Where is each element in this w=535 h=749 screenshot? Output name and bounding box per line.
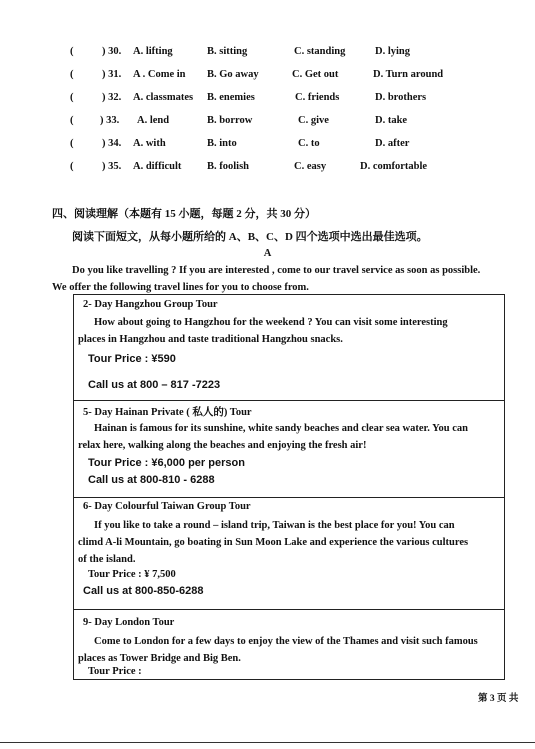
- tour-title: 2- Day Hangzhou Group Tour: [83, 299, 218, 310]
- option-a: A . Come in: [133, 69, 186, 80]
- tour-description-line: How about going to Hangzhou for the weekend ? You can visit some interesting: [94, 317, 448, 328]
- tour-description-line: relax here, walking along the beaches and enjoying the fresh air!: [78, 440, 367, 451]
- tour-description: [78, 517, 500, 568]
- question-number: ) 32.: [102, 92, 122, 103]
- option-a: A. classmates: [133, 92, 194, 103]
- tour-description-line: places in Hangzhou and taste traditional Hangzhou snacks.: [78, 334, 343, 345]
- section-instruction: 阅读下面短文，从每小题所给的 A、B、C、D 四个选项中选出最佳选项。: [72, 231, 428, 243]
- tour-description-line: places as Tower Bridge and Big Ben.: [78, 653, 241, 664]
- page-footer: 第 3 页 共: [478, 694, 519, 704]
- option-a: A. with: [133, 138, 166, 149]
- tour-price: Tour Price : ¥590: [88, 353, 176, 365]
- tour-title-part: ) Tour: [223, 407, 252, 418]
- tour-row-taiwan: [74, 498, 504, 610]
- page-bottom-divider: [0, 742, 535, 743]
- option-d: D. comfortable: [360, 161, 428, 172]
- option-b: B. borrow: [207, 115, 253, 126]
- option-a: A. lifting: [133, 46, 173, 57]
- tour-phone: Call us at 800 – 817 -7223: [88, 379, 221, 391]
- option-b: B. Go away: [207, 69, 259, 80]
- tour-description-line: Come to London for a few days to enjoy the view of the Thames and visit such famous: [94, 636, 478, 647]
- question-number: ) 33.: [100, 115, 120, 126]
- passage-intro-line1: Do you like travelling ? If you are interested , come to our travel service as soon as possible.: [72, 265, 481, 276]
- option-c: C. Get out: [292, 69, 339, 80]
- tour-price: Tour Price :: [88, 666, 142, 677]
- option-c: C. to: [298, 138, 320, 149]
- tour-description: [78, 633, 500, 667]
- tour-row-hangzhou: [74, 295, 504, 401]
- tour-title: 9- Day London Tour: [83, 617, 175, 628]
- tour-price: Tour Price : ¥ 7,500: [88, 569, 176, 580]
- option-a: A. difficult: [133, 161, 182, 172]
- tour-price: Tour Price : ¥6,000 per person: [88, 457, 245, 469]
- tour-description-line: Hainan is famous for its sunshine, white sandy beaches and clear sea water. You can: [94, 423, 468, 434]
- option-d: D. Turn around: [373, 69, 444, 80]
- tour-title-chinese: 私人的: [192, 406, 224, 418]
- tour-description: [78, 314, 500, 348]
- option-b: B. foolish: [207, 161, 250, 172]
- option-b: B. into: [207, 138, 237, 149]
- option-c: C. easy: [294, 161, 327, 172]
- answer-paren: (: [70, 138, 74, 149]
- tour-title-part: 5- Day Hainan Private (: [83, 407, 190, 418]
- passage-intro-line2: We offer the following travel lines for you to choose from.: [52, 282, 309, 293]
- answer-paren: (: [70, 115, 74, 126]
- answer-paren: (: [70, 92, 74, 103]
- tour-table: [73, 294, 505, 680]
- tour-phone: Call us at 800-850-6288: [83, 585, 204, 597]
- option-d: D. lying: [375, 46, 411, 57]
- tour-description-line: of the island.: [78, 554, 136, 565]
- option-b: B. enemies: [207, 92, 255, 103]
- answer-paren: (: [70, 69, 74, 80]
- tour-phone: Call us at 800-810 - 6288: [88, 474, 215, 486]
- passage-label: A: [263, 248, 272, 259]
- answer-paren: (: [70, 46, 74, 57]
- question-number: ) 34.: [102, 138, 122, 149]
- tour-title: [83, 404, 252, 419]
- section-heading: 四、阅读理解（本题有 15 小题，每题 2 分，共 30 分）: [52, 208, 316, 220]
- tour-description-line: climd A-li Mountain, go boating in Sun Moon Lake and experience the various cultures: [78, 537, 469, 548]
- option-d: D. brothers: [375, 92, 427, 103]
- option-a: A. lend: [137, 115, 170, 126]
- tour-description-line: If you like to take a round – island trip, Taiwan is the best place for you! You can: [94, 520, 455, 531]
- answer-paren: (: [70, 161, 74, 172]
- tour-description: [78, 420, 500, 454]
- tour-title: 6- Day Colourful Taiwan Group Tour: [83, 501, 251, 512]
- option-c: C. standing: [294, 46, 346, 57]
- option-b: B. sitting: [207, 46, 248, 57]
- tour-row-hainan: [74, 401, 504, 498]
- option-d: D. take: [375, 115, 408, 126]
- question-number: ) 31.: [102, 69, 122, 80]
- tour-row-london: [74, 610, 504, 679]
- option-c: C. give: [298, 115, 329, 126]
- question-number: ) 30.: [102, 46, 122, 57]
- option-d: D. after: [375, 138, 410, 149]
- question-number: ) 35.: [102, 161, 122, 172]
- option-c: C. friends: [295, 92, 340, 103]
